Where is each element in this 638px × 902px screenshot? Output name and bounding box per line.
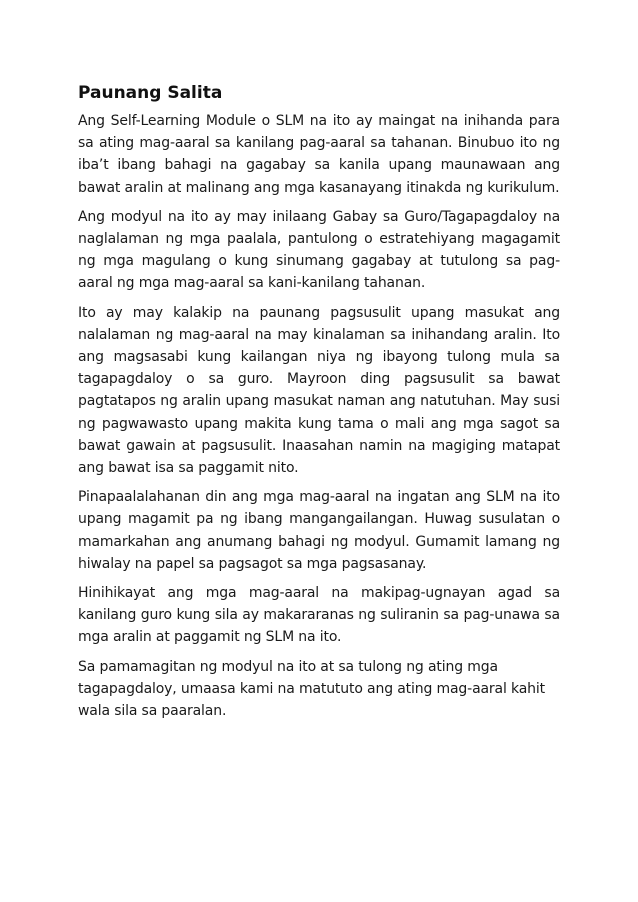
paragraph-introduction: Ang Self-Learning Module o SLM na ito ay maingat na inihanda para sa ating mag-aaral sa kanilang pag-aaral sa tahanan. Binubuo ito ng iba’t ibang bahagi na gagabay sa kanila upang maunawaan ang bawat aralin at malinang ang mga kasanayang itinakda ng kurikulum. bbox=[78, 113, 560, 196]
page-title: Paunang Salita bbox=[78, 83, 223, 103]
paragraph-teacher-guide: Ang modyul na ito ay may inilaang Gabay sa Guro/Tagapagdaloy na naglalaman ng mga paalala, pantulong o estratehiyang magagamit ng mga magulang o kung sinumang gagabay at tutulong sa pag-aaral ng mga mag-aaral sa kani-kanilang tahanan. bbox=[78, 208, 560, 292]
paragraph-closing: Sa pamamagitan ng modyul na ito at sa tulong ng ating mga tagapagdaloy, umaasa kami na matututo ang ating mag-aaral kahit wala sila sa paaralan. bbox=[78, 658, 545, 720]
paragraph-assessment: Ito ay may kalakip na paunang pagsusulit upang masukat ang nalalaman ng mag-aaral na may kinalaman sa inihandang aralin. Ito ang magsasabi kung kailangan niya ng ibayong tulong mula sa tagapagdaloy o sa guro. Mayroon ding pagsusulit sa bawat pagtatapos ng aralin upang masukat naman ang natutuhan. May susi ng pagwawasto upang makita kung tama o mali ang mga sagot sa bawat gawain at pagsusulit. Inaasahan namin na magiging matapat ang bawat isa sa paggamit nito. bbox=[78, 304, 560, 477]
paragraph-encouragement: Hinihikayat ang mga mag-aaral na makipag-ugnayan agad sa kanilang guro kung sila ay makararanas ng suliranin sa pag-unawa sa mga aralin at paggamit ng SLM na ito. bbox=[78, 585, 560, 646]
document-body bbox=[78, 82, 560, 729]
paragraph-reminder: Pinapaalalahanan din ang mga mag-aaral na ingatan ang SLM na ito upang magamit pa ng ibang mangangailangan. Huwag susulatan o mamarkahan ang anumang bahagi ng modyul. Gumamit lamang ng hiwalay na papel sa pagsagot sa mga pagsasanay. bbox=[78, 489, 560, 572]
